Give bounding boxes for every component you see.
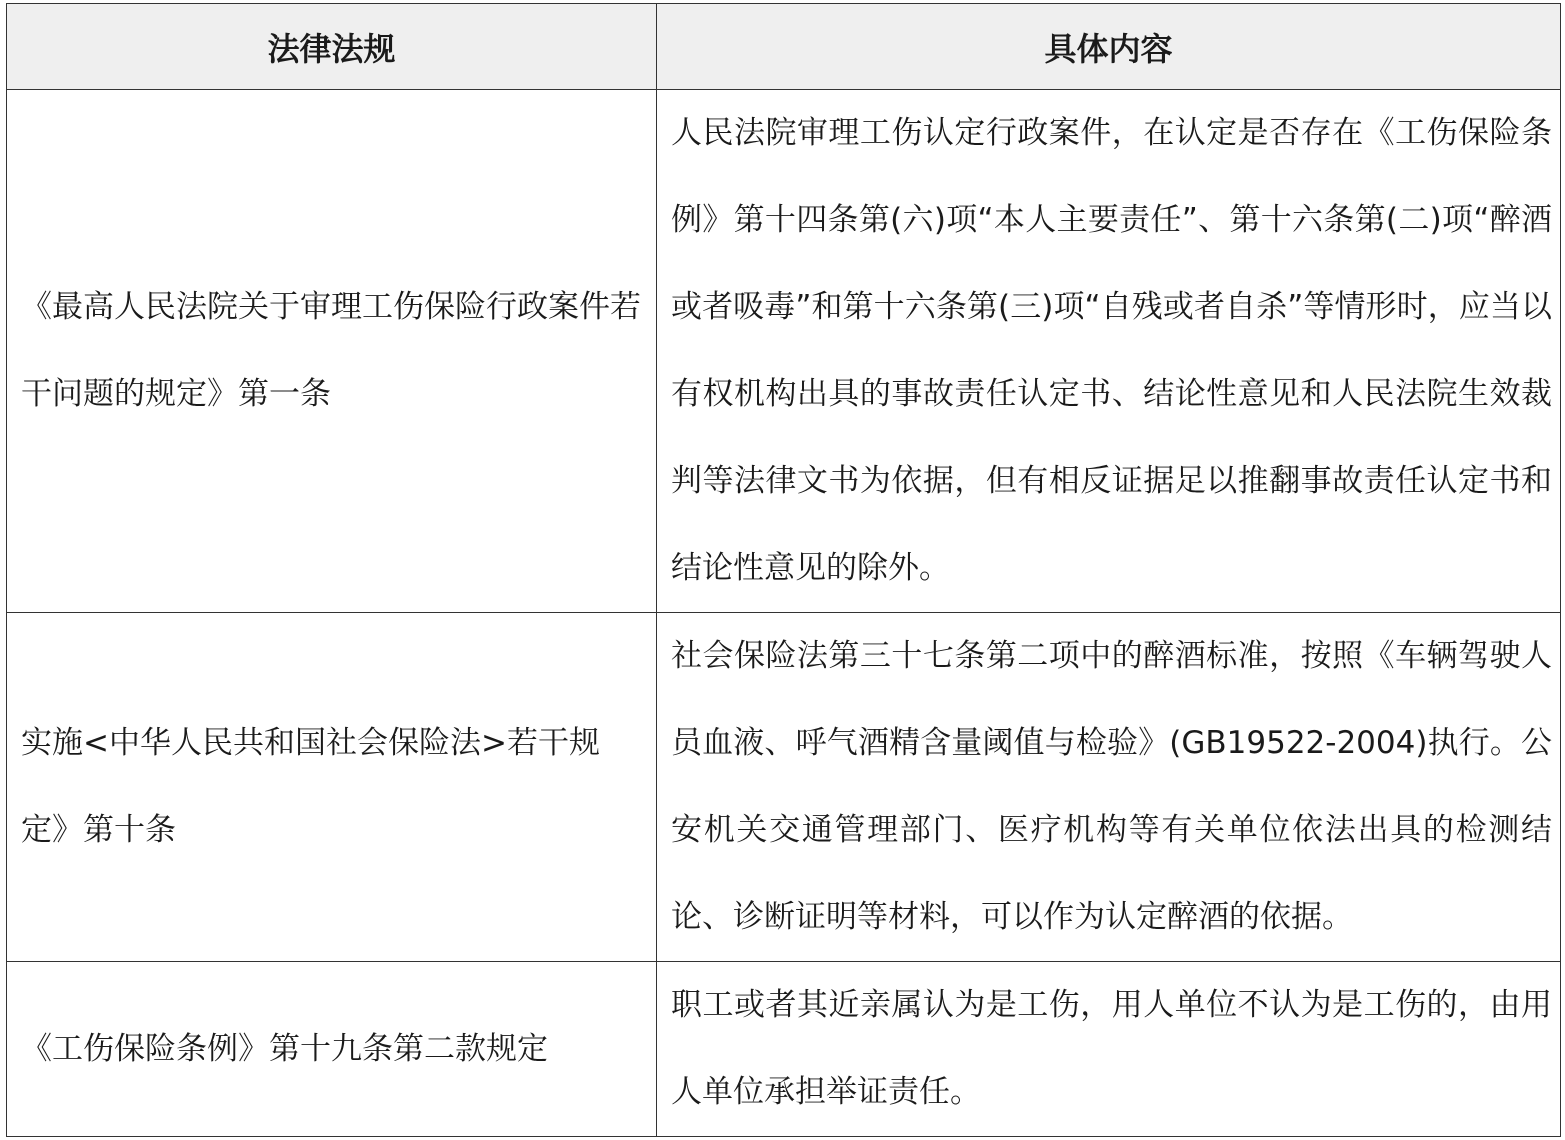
header-content: 具体内容 — [657, 4, 1561, 90]
table-row — [7, 962, 1561, 1137]
law-cell: 《最高人民法院关于审理工伤保险行政案件若干问题的规定》第一条 — [7, 90, 657, 613]
content-cell: 职工或者其近亲属认为是工伤，用人单位不认为是工伤的，由用人单位承担举证责任。 — [657, 962, 1561, 1137]
header-law: 法律法规 — [7, 4, 657, 90]
content-cell: 人民法院审理工伤认定行政案件，在认定是否存在《工伤保险条例》第十四条第(六)项“本人主要责任”、第十六条第(二)项“醉酒或者吸毒”和第十六条第(三)项“自残或者自杀”等情形时，应当以有权机构出具的事故责任认定书、结论性意见和人民法院生效裁判等法律文书为依据，但有相反证据足以推翻事故责任认定书和结论性意见的除外。 — [657, 90, 1561, 613]
regulations-table — [6, 3, 1561, 1137]
table-row — [7, 90, 1561, 613]
content-cell: 社会保险法第三十七条第二项中的醉酒标准，按照《车辆驾驶人员血液、呼气酒精含量阈值与检验》(GB19522-2004)执行。公安机关交通管理部门、医疗机构等有关单位依法出具的检测结论、诊断证明等材料，可以作为认定醉酒的依据。 — [657, 613, 1561, 962]
table-header-row — [7, 4, 1561, 90]
table-row — [7, 613, 1561, 962]
law-cell: 实施<中华人民共和国社会保险法>若干规定》第十条 — [7, 613, 657, 962]
law-cell: 《工伤保险条例》第十九条第二款规定 — [7, 962, 657, 1137]
